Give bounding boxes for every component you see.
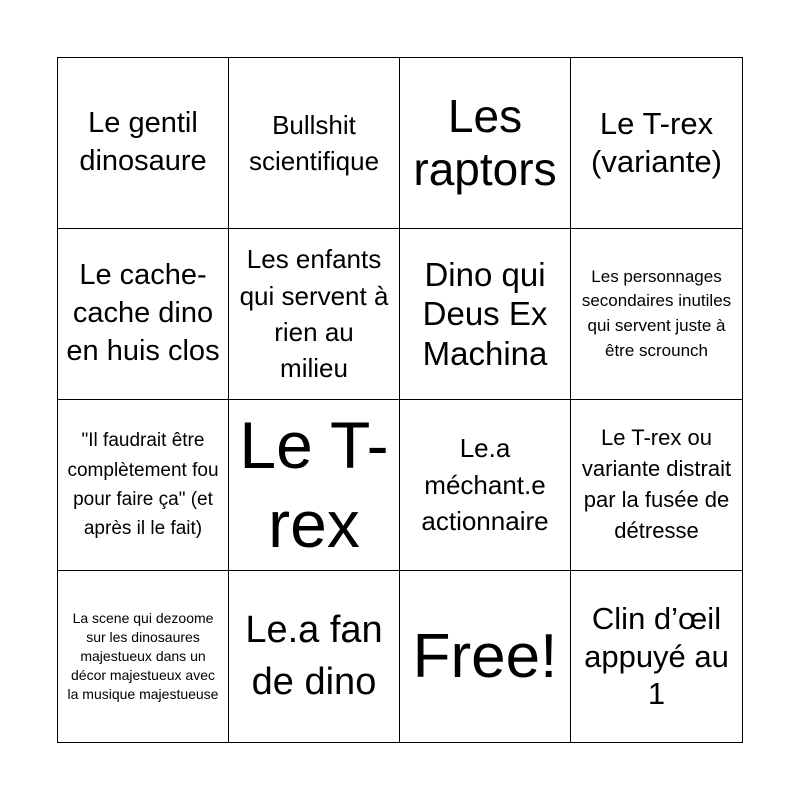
bingo-cell-2-2[interactable]: Les enfants qui servent à rien au milieu <box>229 229 400 400</box>
bingo-cell-3-2[interactable]: Le T-rex <box>229 400 400 571</box>
bingo-cell-3-1[interactable]: "Il faudrait être complètement fou pour faire ça" (et après il le fait) <box>58 400 229 571</box>
bingo-cell-3-3[interactable]: Le.a méchant.e actionnaire <box>400 400 571 571</box>
bingo-board <box>57 57 743 743</box>
bingo-cell-4-2[interactable]: Le.a fan de dino <box>229 571 400 742</box>
bingo-cell-3-4[interactable]: Le T-rex ou variante distrait par la fusée de détresse <box>571 400 742 571</box>
bingo-cell-1-3[interactable]: Les raptors <box>400 58 571 229</box>
bingo-cell-free[interactable]: Free! <box>400 571 571 742</box>
bingo-cell-4-4[interactable]: Clin d’œil appuyé au 1 <box>584 600 729 712</box>
bingo-cell-2-1[interactable]: Le cache-cache dino en huis clos <box>58 229 229 400</box>
bingo-cell-4-1[interactable]: La scene qui dezoome sur les dinosaures majestueux dans un décor majestueux avec la musique majestueuse <box>58 571 229 742</box>
bingo-cell-1-2[interactable]: Bullshit scientifique <box>229 58 400 229</box>
bingo-cell-2-4[interactable]: Les personnages secondaires inutiles qui servent juste à être scrounch <box>571 229 742 400</box>
bingo-cell-1-4[interactable]: Le T-rex (variante) <box>571 58 742 229</box>
bingo-cell-1-1[interactable]: Le gentil dinosaure <box>58 58 229 229</box>
bingo-cell-2-3[interactable]: Dino qui Deus Ex Machina <box>400 229 571 400</box>
